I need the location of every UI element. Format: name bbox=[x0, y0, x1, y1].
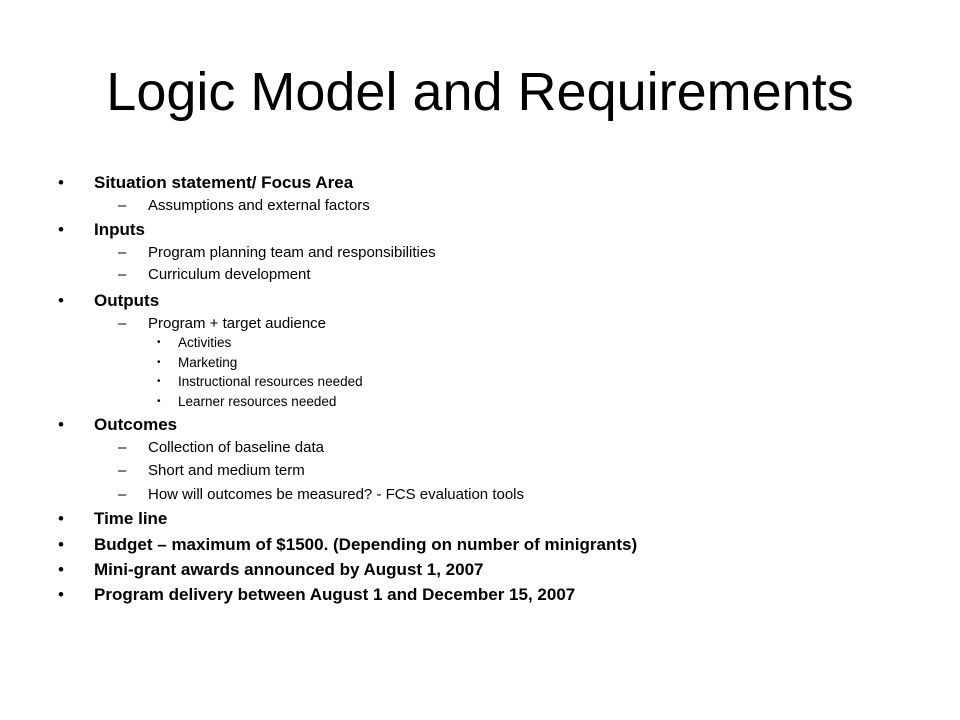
bullet-icon: • bbox=[58, 173, 64, 192]
list-item-text: Learner resources needed bbox=[178, 394, 337, 409]
list-item-text: Budget – maximum of $1500. (Depending on number of minigrants) bbox=[94, 535, 638, 554]
list-item-text: Program planning team and responsibilities bbox=[148, 244, 436, 261]
list-item-text: Time line bbox=[94, 509, 168, 528]
list-item-text: Curriculum development bbox=[148, 266, 311, 283]
list-item-text: Inputs bbox=[94, 220, 145, 239]
dash-icon: – bbox=[118, 197, 127, 214]
dash-icon: – bbox=[118, 266, 127, 283]
bullet-icon: • bbox=[58, 509, 64, 528]
bullet-icon: • bbox=[157, 357, 161, 368]
bullet-icon: • bbox=[58, 585, 64, 604]
dash-icon: – bbox=[118, 486, 127, 503]
dash-icon: – bbox=[118, 315, 127, 332]
list-item-text: Activities bbox=[178, 335, 232, 350]
bullet-icon: • bbox=[157, 376, 161, 387]
bullet-icon: • bbox=[58, 535, 64, 554]
bullet-icon: • bbox=[58, 220, 64, 239]
slide-title: Logic Model and Requirements bbox=[106, 62, 854, 122]
list-item-text: Mini-grant awards announced by August 1, 2007 bbox=[94, 560, 484, 579]
dash-icon: – bbox=[118, 244, 127, 261]
list-item-text: How will outcomes be measured? - FCS evaluation tools bbox=[148, 486, 525, 503]
list-item-text: Collection of baseline data bbox=[148, 439, 324, 456]
list-item-text: Marketing bbox=[178, 355, 238, 370]
bullet-icon: • bbox=[58, 291, 64, 310]
bullet-icon: • bbox=[157, 337, 161, 348]
list-item-text: Situation statement/ Focus Area bbox=[94, 173, 354, 192]
list-item-text: Program delivery between August 1 and December 15, 2007 bbox=[94, 585, 576, 604]
bullet-icon: • bbox=[58, 415, 64, 434]
dash-icon: – bbox=[118, 462, 127, 479]
bullet-icon: • bbox=[157, 396, 161, 407]
list-item-text: Short and medium term bbox=[148, 462, 305, 479]
list-item-text: Outputs bbox=[94, 291, 160, 310]
list-item-text: Outcomes bbox=[94, 415, 178, 434]
list-item-text: Instructional resources needed bbox=[178, 374, 363, 389]
list-item-text: Program + target audience bbox=[148, 315, 327, 332]
dash-icon: – bbox=[118, 439, 127, 456]
list-item-text: Assumptions and external factors bbox=[148, 197, 370, 214]
bullet-icon: • bbox=[58, 560, 64, 579]
